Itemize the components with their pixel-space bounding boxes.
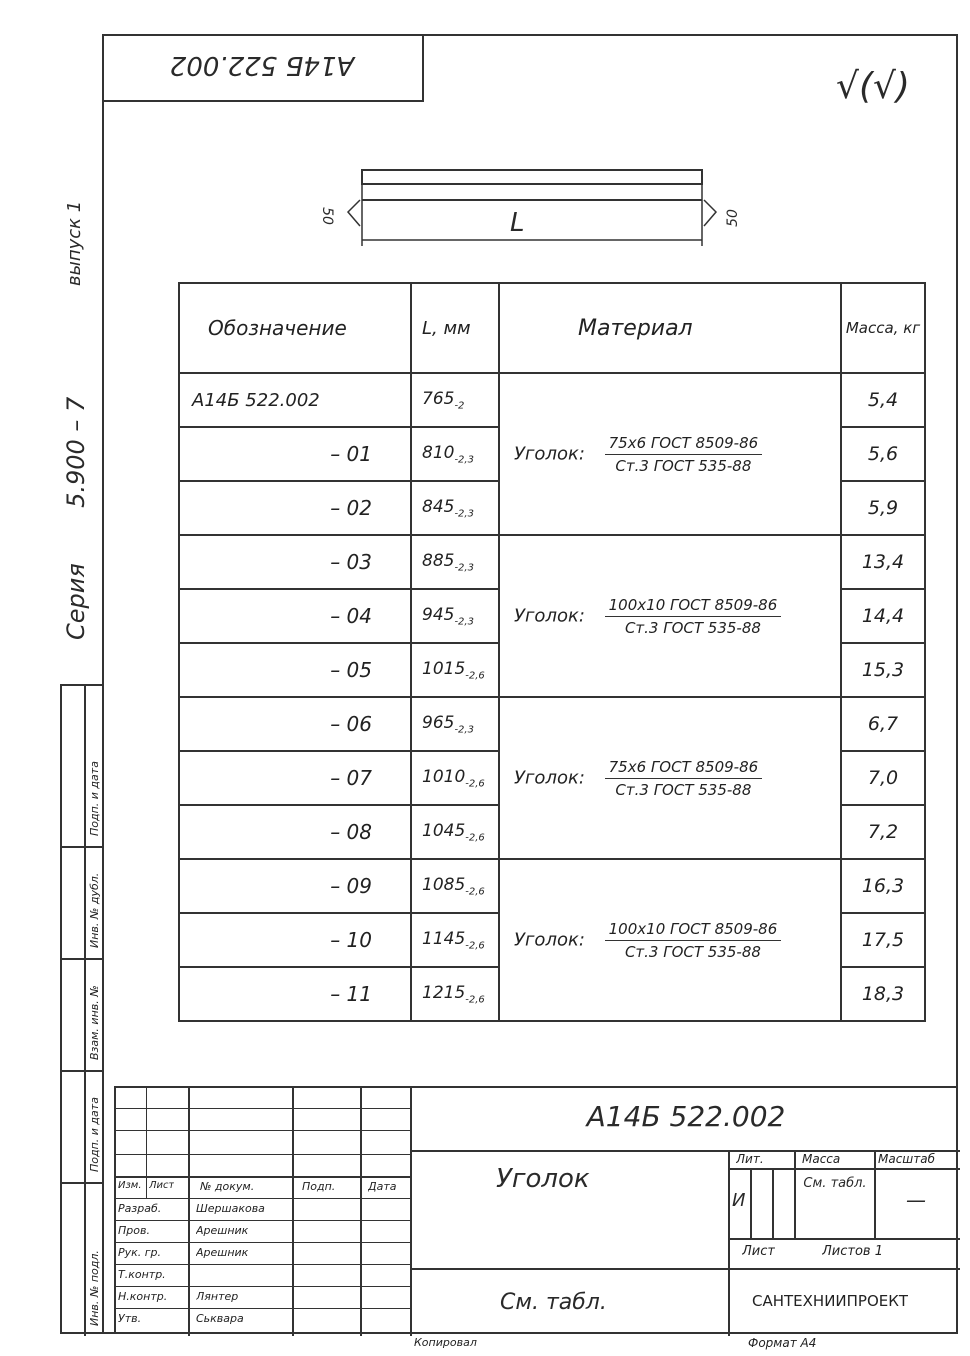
header-length: L, мм (411, 283, 499, 373)
series-label (62, 397, 90, 640)
row-mass: 5,6 (841, 427, 925, 481)
stamp-5: Инв. № подл. (88, 1250, 101, 1326)
row-designation: – 02 (179, 481, 411, 535)
row-designation: – 06 (179, 697, 411, 751)
tb-name: Ськвара (196, 1312, 244, 1325)
tb-name: Лянтер (196, 1290, 239, 1303)
header-mass: Масса, кг (841, 283, 925, 373)
issue-label: выпуск 1 (64, 200, 85, 286)
tb-scale-label: Масштаб (878, 1152, 936, 1166)
table-row (179, 859, 925, 913)
tb-lit-label: Лит. (736, 1152, 764, 1166)
tb-lit-value: И (732, 1190, 746, 1211)
tb-col-date: Дата (368, 1180, 397, 1193)
row-mass: 5,4 (841, 373, 925, 427)
tb-name: Арешник (196, 1246, 249, 1259)
row-mass: 16,3 (841, 859, 925, 913)
side-stamp-strip (60, 684, 102, 1334)
row-designation: – 03 (179, 535, 411, 589)
tb-scale-value: — (906, 1188, 926, 1212)
series-label-text: Серия (62, 563, 90, 640)
tb-sheet-label: Лист (742, 1244, 775, 1259)
row-mass: 13,4 (841, 535, 925, 589)
table-row (179, 373, 925, 427)
tb-role: Разраб. (118, 1202, 162, 1215)
row-length: $765_{-2}$ (411, 373, 499, 427)
row-designation: – 11 (179, 967, 411, 1021)
tb-role: Пров. (118, 1224, 150, 1237)
tb-mass-label: Масса (802, 1152, 841, 1166)
row-designation: – 04 (179, 589, 411, 643)
tb-name: Арешник (196, 1224, 249, 1237)
row-mass: 15,3 (841, 643, 925, 697)
part-sketch (320, 160, 760, 260)
dim-label: L (510, 208, 525, 238)
tb-material: См. табл. (500, 1290, 607, 1315)
row-designation: А14Б 522.002 (179, 373, 411, 427)
row-length: $845_{-2,3}$ (411, 481, 499, 535)
table-header-row (179, 283, 925, 373)
row-mass: 18,3 (841, 967, 925, 1021)
row-mass: 6,7 (841, 697, 925, 751)
row-mass: 5,9 (841, 481, 925, 535)
material-cell: Уголок: $\frac{\text{75х6 ГОСТ 8509-86}}{\text{Ст.3 ГОСТ 535-88}}$ (499, 697, 841, 859)
doc-code-rotated: А14Б 522.002 (169, 50, 355, 80)
row-designation: – 01 (179, 427, 411, 481)
series-value: 5.900 – 7 (62, 396, 90, 508)
right-cut-angle: 50 (724, 209, 741, 227)
material-cell: Уголок: $\frac{\text{100х10 ГОСТ 8509-86}}{\text{Ст.3 ГОСТ 535-88}}$ (499, 859, 841, 1021)
row-length: $965_{-2,3}$ (411, 697, 499, 751)
stamp-1: Подп. и дата (88, 761, 101, 836)
left-cut-angle: 50 (318, 207, 335, 225)
spec-table (178, 282, 926, 1022)
tb-part-name: Уголок (496, 1164, 590, 1194)
copied-label: Копировал (414, 1336, 477, 1349)
row-length: $885_{-2,3}$ (411, 535, 499, 589)
tb-role: Утв. (118, 1312, 142, 1325)
row-length: $1085_{-2,6}$ (411, 859, 499, 913)
tb-doc-code: А14Б 522.002 (586, 1100, 786, 1133)
row-length: $1215_{-2,6}$ (411, 967, 499, 1021)
stamp-2: Инв. № дубл. (88, 872, 101, 948)
tb-role: Т.контр. (118, 1268, 166, 1281)
stamp-3: Взам. инв. № (88, 985, 101, 1060)
tb-col-izm: Изм. (118, 1180, 142, 1191)
table-row (179, 697, 925, 751)
table-row (179, 535, 925, 589)
format-label: Формат А4 (748, 1336, 817, 1350)
row-length: $1145_{-2,6}$ (411, 913, 499, 967)
tb-sheets-label: Листов 1 (822, 1244, 883, 1259)
row-length: $810_{-2,3}$ (411, 427, 499, 481)
doc-code-box (102, 34, 424, 102)
row-designation: – 09 (179, 859, 411, 913)
row-length: $1010_{-2,6}$ (411, 751, 499, 805)
header-designation: Обозначение (179, 283, 411, 373)
row-designation: – 07 (179, 751, 411, 805)
row-mass: 7,2 (841, 805, 925, 859)
tb-col-doc: № докум. (200, 1180, 255, 1193)
tb-role: Рук. гр. (118, 1246, 162, 1259)
title-block (114, 1086, 958, 1334)
material-cell: Уголок: $\frac{\text{100х10 ГОСТ 8509-86}}{\text{Ст.3 ГОСТ 535-88}}$ (499, 535, 841, 697)
row-mass: 17,5 (841, 913, 925, 967)
material-cell: Уголок: $\frac{\text{75х6 ГОСТ 8509-86}}{\text{Ст.3 ГОСТ 535-88}}$ (499, 373, 841, 535)
tb-mass-value: См. табл. (803, 1176, 867, 1191)
tb-organization: САНТЕХНИИПРОЕКТ (752, 1292, 909, 1310)
tb-col-sign: Подп. (302, 1180, 336, 1193)
row-designation: – 05 (179, 643, 411, 697)
row-length: $945_{-2,3}$ (411, 589, 499, 643)
row-designation: – 08 (179, 805, 411, 859)
tb-name: Шершакова (196, 1202, 265, 1215)
stamp-4: Подп. и дата (88, 1097, 101, 1172)
row-designation: – 10 (179, 913, 411, 967)
row-length: $1045_{-2,6}$ (411, 805, 499, 859)
header-material: Материал (499, 283, 841, 373)
roughness-mark: √(√) (836, 66, 910, 107)
row-mass: 14,4 (841, 589, 925, 643)
row-length: $1015_{-2,6}$ (411, 643, 499, 697)
row-mass: 7,0 (841, 751, 925, 805)
tb-col-list: Лист (149, 1180, 175, 1191)
tb-role: Н.контр. (118, 1290, 168, 1303)
